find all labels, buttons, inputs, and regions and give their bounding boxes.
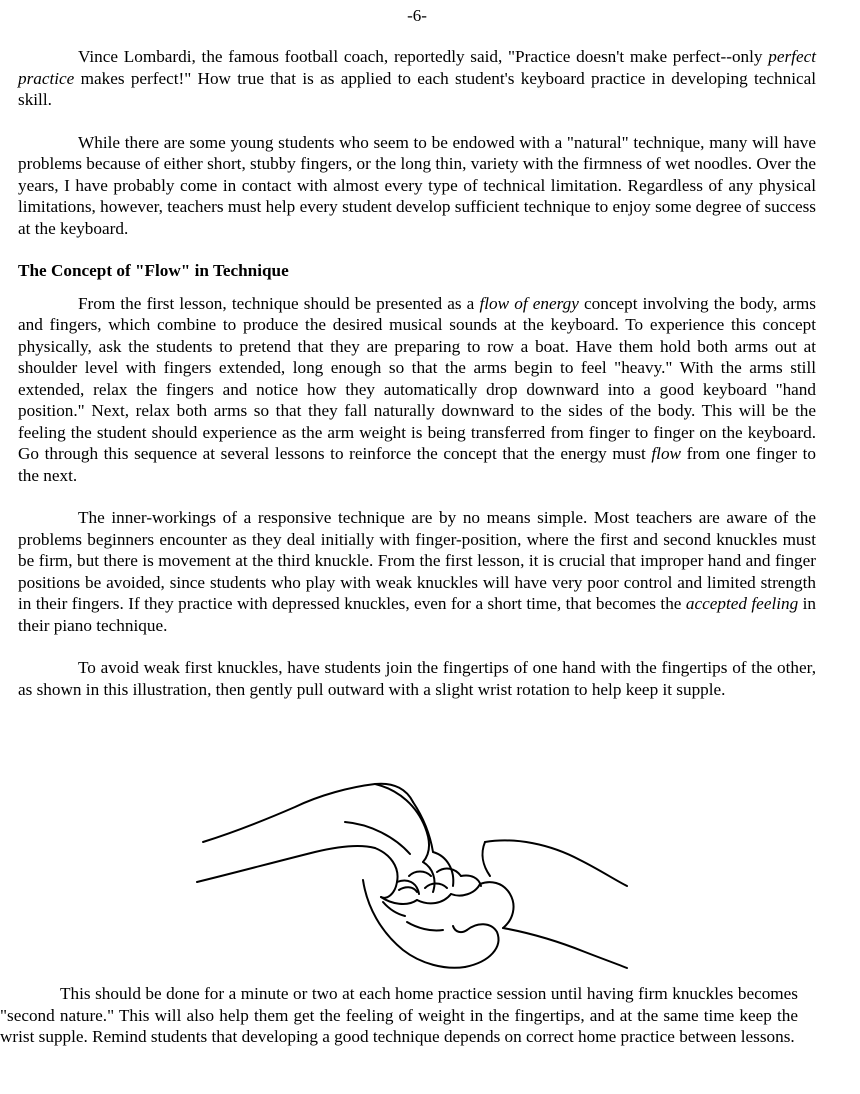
paragraph-text: from one finger to the next.	[18, 444, 817, 485]
paragraph-text: concept involving the body, arms and fingers, which combine to produce the desired musical sounds at the keyboard. To experience this concept physically, ask the students to pretend that they are preparing to row a boat. Have them hold both arms out at shoulder level with fingers extended, long enough so that the arms begin to feel "heavy." With the arms still extended, relax the fingers and notice how they automatically drop downward into a good keyboard "hand position." Next, relax both arms so that they fall naturally downward to the sides of the body. This will be the feeling the student should experience as the arm weight is being transferred from finger to finger on the keyboard. Go through this sequence at several lessons to reinforce the concept that the energy must	[18, 293, 816, 463]
emphasis-text: flow of energy	[479, 293, 579, 313]
document-page	[18, 0, 816, 700]
paragraph-text: From the first lesson, technique should be presented as a	[78, 293, 480, 313]
paragraph-lombardi-quote	[18, 46, 816, 111]
paragraph-natural-technique: While there are some young students who seem to be endowed with a "natural" technique, many will have problems because of either short, stubby fingers, or the long thin, variety with the firmness of wet noodles. Over the years, I have probably come in contact with almost every type of technical limitation. Regardless of any physical limitations, however, teachers must help every student develop sufficient technique to enjoy some degree of success at the keyboard.	[18, 132, 816, 238]
page-number: -6-	[407, 6, 427, 25]
paragraph-text: The inner-workings of a responsive technique are by no means simple. Most teachers are aware of the problems beginners encounter as they deal initially with finger-position, where the first and second knuckles must be firm, but there is movement at the third knuckle. From the first lesson, it is crucial that improper hand and finger positions be avoided, since students who play with weak knuckles will have very poor control and limited strength in their fingers. If they practice with depressed knuckles, even for a short time, that becomes the	[18, 508, 816, 613]
paragraph-weak-knuckles: To avoid weak first knuckles, have students join the fingertips of one hand with the fingertips of the other, as shown in this illustration, then gently pull outward with a slight wrist rotation to help keep it supple.	[18, 658, 816, 699]
emphasis-text: flow	[651, 444, 681, 463]
section-heading: The Concept of "Flow" in Technique	[18, 261, 289, 280]
paragraph-text: makes perfect!" How true that is as applied to each student's keyboard practice in developing technical skill.	[18, 68, 816, 109]
paragraph-inner-workings	[18, 507, 816, 636]
paragraph-text: Vince Lombardi, the famous football coach, reportedly said, "Practice doesn't make perfect--only	[78, 47, 769, 66]
paragraph-flow-of-energy	[18, 293, 816, 487]
emphasis-text: perfect practice	[18, 47, 816, 88]
paragraph-text: in their piano technique.	[18, 594, 817, 635]
joined-hands-illustration-icon	[185, 782, 630, 982]
paragraph-second-nature: This should be done for a minute or two at each home practice session until having firm knuckles becomes "second nature." This will also help them get the feeling of weight in the fingertips, and at the same time keep the wrist supple. Remind students that developing a good technique depends on correct home practice between lessons.	[0, 984, 798, 1046]
emphasis-text: accepted feeling	[685, 594, 799, 613]
